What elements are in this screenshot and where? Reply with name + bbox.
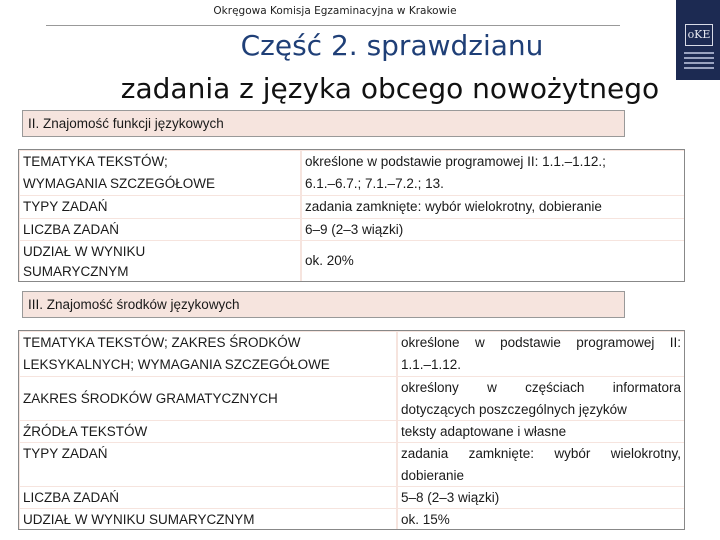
table-cell-value: określony w częściach informatora dotyczących poszczególnych języków — [398, 377, 684, 420]
organization-header: Okręgowa Komisja Egzaminacyjna w Krakowie — [213, 5, 457, 17]
table-cell-label: ZAKRES ŚRODKÓW GRAMATYCZNYCH — [20, 377, 396, 420]
table-cell-value: 5–8 (2–3 wiązki) — [398, 487, 684, 508]
section-3-heading: III. Znajomość środków językowych — [22, 291, 625, 318]
header-divider — [46, 25, 620, 26]
table-cell-value: określone w podstawie programowej II: 1.1.–1.12. — [398, 332, 684, 376]
table-cell-label: UDZIAŁ W WYNIKU SUMARYCZNYM — [20, 509, 396, 529]
table-cell-label: ŹRÓDŁA TEKSTÓW — [20, 421, 396, 442]
table-cell-label: UDZIAŁ W WYNIKU SUMARYCZNYM — [20, 241, 300, 281]
slide-title-line1: Część 2. sprawdzianu — [240, 29, 544, 62]
table-cell-label: TEMATYKA TEKSTÓW; ZAKRES ŚRODKÓW LEKSYKALNYCH; WYMAGANIA SZCZEGÓŁOWE — [20, 332, 396, 376]
table-cell-label: TYPY ZADAŃ — [20, 196, 300, 218]
table-cell-value: określone w podstawie programowej II: 1.1.–1.12.; 6.1.–6.7.; 7.1.–7.2.; 13. — [302, 151, 684, 195]
slide-title-line2: zadania z języka obcego nowożytnego — [120, 72, 660, 105]
table-cell-value: ok. 20% — [302, 241, 684, 281]
table-cell-label: TYPY ZADAŃ — [20, 443, 396, 486]
table-cell-label: TEMATYKA TEKSTÓW; WYMAGANIA SZCZEGÓŁOWE — [20, 151, 300, 195]
table-cell-value: 6–9 (2–3 wiązki) — [302, 219, 684, 240]
table-cell-label: LICZBA ZADAŃ — [20, 487, 396, 508]
oke-logo-mark: oKE — [685, 24, 713, 46]
section-2-table — [18, 149, 685, 282]
table-cell-value: teksty adaptowane i własne — [398, 421, 684, 442]
section-2-heading: II. Znajomość funkcji językowych — [22, 110, 625, 137]
table-cell-label: LICZBA ZADAŃ — [20, 219, 300, 240]
table-cell-value: zadania zamknięte: wybór wielokrotny, dobieranie — [398, 443, 684, 486]
section-3-table — [18, 330, 685, 530]
table-cell-value: ok. 15% — [398, 509, 684, 529]
table-cell-value: zadania zamknięte: wybór wielokrotny, dobieranie — [302, 196, 684, 218]
